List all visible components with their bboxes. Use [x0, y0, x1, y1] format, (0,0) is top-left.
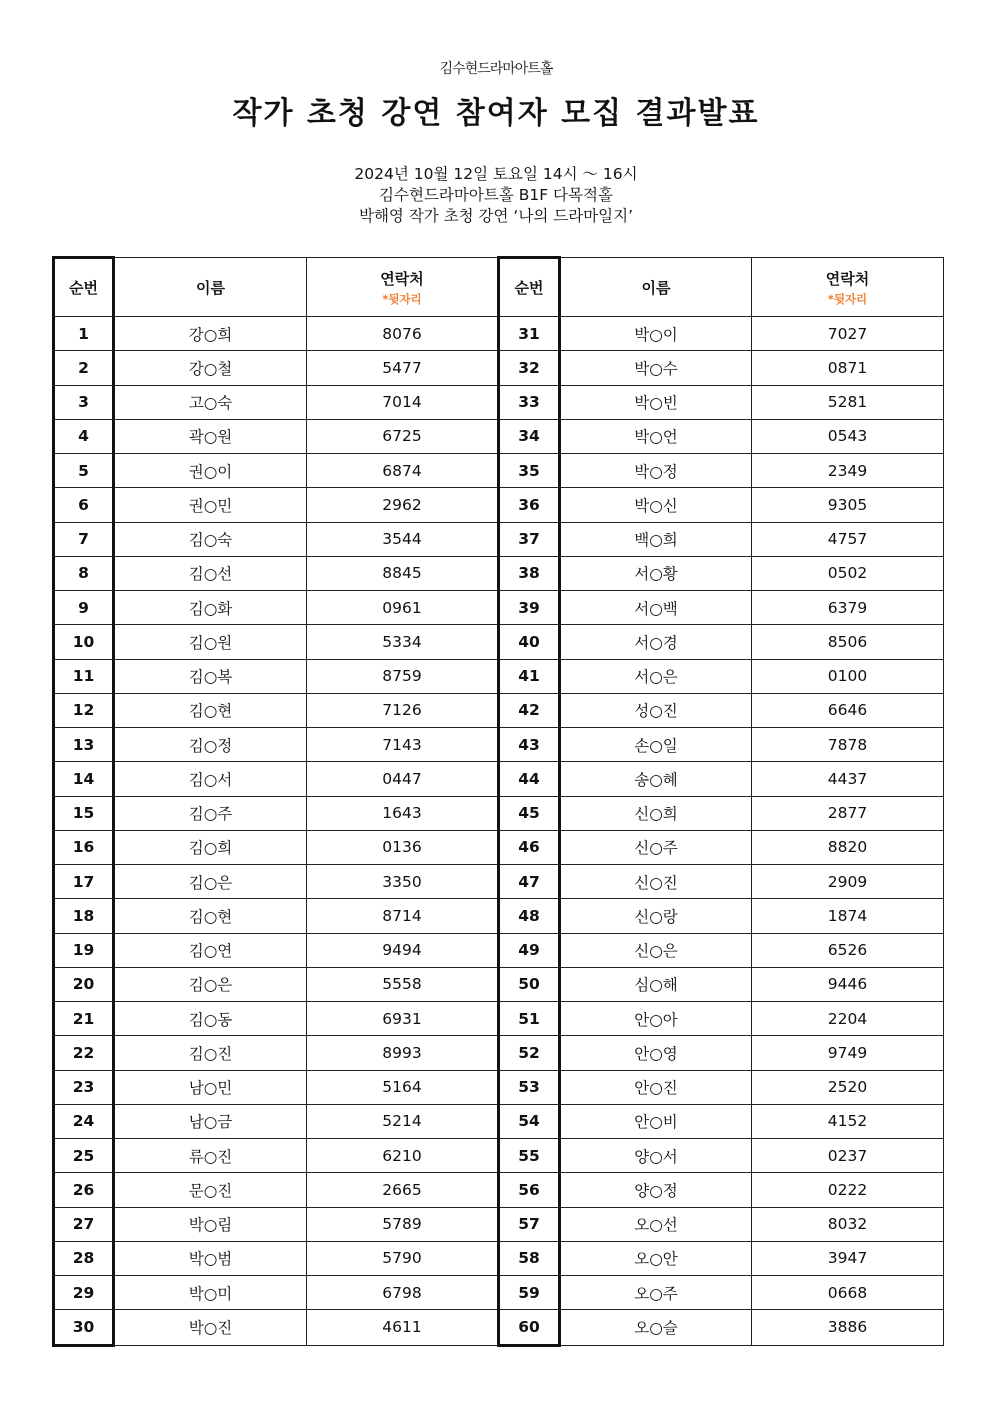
contact-cell: 8845: [307, 556, 499, 590]
name-cell: 김○화: [114, 591, 307, 625]
seq-cell: 59: [499, 1276, 560, 1310]
name-cell: 안○영: [560, 1036, 752, 1070]
table-row: [54, 762, 944, 796]
table-row: [54, 728, 944, 762]
name-cell: 오○안: [560, 1241, 752, 1275]
name-cell: 박○진: [114, 1310, 307, 1345]
contact-cell: 9494: [307, 933, 499, 967]
name-cell: 박○언: [560, 419, 752, 453]
contact-cell: 1874: [752, 899, 944, 933]
table-row: [54, 933, 944, 967]
seq-cell: 48: [499, 899, 560, 933]
name-cell: 김○동: [114, 1002, 307, 1036]
contact-cell: 6210: [307, 1139, 499, 1173]
seq-cell: 60: [499, 1310, 560, 1345]
seq-cell: 24: [54, 1104, 114, 1138]
seq-cell: 49: [499, 933, 560, 967]
contact-cell: 7014: [307, 385, 499, 419]
seq-cell: 50: [499, 967, 560, 1001]
name-cell: 오○선: [560, 1207, 752, 1241]
name-cell: 김○주: [114, 796, 307, 830]
seq-cell: 3: [54, 385, 114, 419]
name-cell: 박○미: [114, 1276, 307, 1310]
seq-cell: 13: [54, 728, 114, 762]
table-row: [54, 830, 944, 864]
seq-cell: 11: [54, 659, 114, 693]
header-contact-label: 연락처: [380, 269, 424, 288]
table-row: [54, 317, 944, 351]
header-seq: 순번: [54, 258, 114, 317]
contact-cell: 8506: [752, 625, 944, 659]
contact-cell: 9446: [752, 967, 944, 1001]
contact-cell: 6379: [752, 591, 944, 625]
name-cell: 서○황: [560, 556, 752, 590]
contact-cell: 6931: [307, 1002, 499, 1036]
seq-cell: 14: [54, 762, 114, 796]
contact-cell: 0668: [752, 1276, 944, 1310]
table-row: [54, 488, 944, 522]
name-cell: 김○정: [114, 728, 307, 762]
contact-cell: 8076: [307, 317, 499, 351]
name-cell: 신○희: [560, 796, 752, 830]
table-row: [54, 796, 944, 830]
seq-cell: 23: [54, 1070, 114, 1104]
seq-cell: 41: [499, 659, 560, 693]
contact-cell: 8759: [307, 659, 499, 693]
seq-cell: 36: [499, 488, 560, 522]
seq-cell: 22: [54, 1036, 114, 1070]
seq-cell: 43: [499, 728, 560, 762]
seq-cell: 46: [499, 830, 560, 864]
name-cell: 송○혜: [560, 762, 752, 796]
contact-cell: 5790: [307, 1241, 499, 1275]
contact-cell: 0543: [752, 419, 944, 453]
page-title: 작가 초청 강연 참여자 모집 결과발표: [232, 96, 760, 131]
seq-cell: 35: [499, 454, 560, 488]
table-row: [54, 454, 944, 488]
seq-cell: 31: [499, 317, 560, 351]
contact-cell: 4757: [752, 522, 944, 556]
table-row: [54, 591, 944, 625]
name-cell: 남○민: [114, 1070, 307, 1104]
seq-cell: 4: [54, 419, 114, 453]
seq-cell: 29: [54, 1276, 114, 1310]
table-row: [54, 1104, 944, 1138]
table-row: [54, 899, 944, 933]
seq-cell: 32: [499, 351, 560, 385]
seq-cell: 20: [54, 967, 114, 1001]
contact-cell: 0871: [752, 351, 944, 385]
seq-cell: 18: [54, 899, 114, 933]
contact-cell: 6646: [752, 693, 944, 727]
table-row: [54, 1139, 944, 1173]
name-cell: 김○은: [114, 865, 307, 899]
name-cell: 신○은: [560, 933, 752, 967]
name-cell: 박○범: [114, 1241, 307, 1275]
event-name: 박해영 작가 초청 강연 ‘나의 드라마일지’: [358, 207, 634, 225]
name-cell: 박○정: [560, 454, 752, 488]
seq-cell: 9: [54, 591, 114, 625]
table-row: [54, 1310, 944, 1345]
event-venue: 김수현드라마아트홀 B1F 다목적홀: [379, 186, 613, 204]
contact-cell: 7878: [752, 728, 944, 762]
name-cell: 오○주: [560, 1276, 752, 1310]
seq-cell: 10: [54, 625, 114, 659]
contact-cell: 2962: [307, 488, 499, 522]
contact-cell: 9749: [752, 1036, 944, 1070]
contact-cell: 2909: [752, 865, 944, 899]
table-row: [54, 1070, 944, 1104]
seq-cell: 16: [54, 830, 114, 864]
name-cell: 서○은: [560, 659, 752, 693]
name-cell: 권○이: [114, 454, 307, 488]
table-row: [54, 419, 944, 453]
seq-cell: 25: [54, 1139, 114, 1173]
header-contact-note: *뒷자리: [827, 291, 868, 306]
contact-cell: 4611: [307, 1310, 499, 1345]
seq-cell: 47: [499, 865, 560, 899]
name-cell: 양○정: [560, 1173, 752, 1207]
name-cell: 안○진: [560, 1070, 752, 1104]
header-seq: 순번: [499, 258, 560, 317]
seq-cell: 55: [499, 1139, 560, 1173]
contact-cell: 2349: [752, 454, 944, 488]
header-contact: [307, 258, 499, 317]
seq-cell: 58: [499, 1241, 560, 1275]
name-cell: 안○아: [560, 1002, 752, 1036]
name-cell: 김○현: [114, 693, 307, 727]
seq-cell: 5: [54, 454, 114, 488]
header-contact-label: 연락처: [825, 269, 870, 288]
name-cell: 강○철: [114, 351, 307, 385]
seq-cell: 37: [499, 522, 560, 556]
name-cell: 안○비: [560, 1104, 752, 1138]
contact-cell: 2520: [752, 1070, 944, 1104]
contact-cell: 7027: [752, 317, 944, 351]
name-cell: 김○은: [114, 967, 307, 1001]
contact-cell: 8820: [752, 830, 944, 864]
contact-cell: 0237: [752, 1139, 944, 1173]
contact-cell: 5214: [307, 1104, 499, 1138]
contact-cell: 1643: [307, 796, 499, 830]
name-cell: 서○백: [560, 591, 752, 625]
name-cell: 박○신: [560, 488, 752, 522]
name-cell: 강○희: [114, 317, 307, 351]
name-cell: 김○희: [114, 830, 307, 864]
seq-cell: 21: [54, 1002, 114, 1036]
table-header-row: [54, 258, 944, 317]
name-cell: 고○숙: [114, 385, 307, 419]
name-cell: 김○숙: [114, 522, 307, 556]
contact-cell: 2204: [752, 1002, 944, 1036]
name-cell: 곽○원: [114, 419, 307, 453]
table-row: [54, 522, 944, 556]
seq-cell: 44: [499, 762, 560, 796]
name-cell: 오○슬: [560, 1310, 752, 1345]
table-row: [54, 556, 944, 590]
name-cell: 서○경: [560, 625, 752, 659]
table-row: [54, 1207, 944, 1241]
table-row: [54, 659, 944, 693]
name-cell: 김○원: [114, 625, 307, 659]
contact-cell: 7143: [307, 728, 499, 762]
seq-cell: 27: [54, 1207, 114, 1241]
contact-cell: 8032: [752, 1207, 944, 1241]
contact-cell: 2877: [752, 796, 944, 830]
seq-cell: 1: [54, 317, 114, 351]
contact-cell: 0222: [752, 1173, 944, 1207]
header-contact: [752, 258, 944, 317]
table-row: [54, 385, 944, 419]
contact-cell: 5558: [307, 967, 499, 1001]
contact-cell: 0961: [307, 591, 499, 625]
table-row: [54, 1241, 944, 1275]
header-contact-note: *뒷자리: [382, 291, 422, 306]
participants-table: [52, 256, 944, 1347]
table-row: [54, 625, 944, 659]
contact-cell: 5334: [307, 625, 499, 659]
seq-cell: 39: [499, 591, 560, 625]
name-cell: 신○랑: [560, 899, 752, 933]
seq-cell: 8: [54, 556, 114, 590]
name-cell: 심○해: [560, 967, 752, 1001]
table-row: [54, 865, 944, 899]
table-row: [54, 351, 944, 385]
header-name: 이름: [560, 258, 752, 317]
contact-cell: 4437: [752, 762, 944, 796]
contact-cell: 2665: [307, 1173, 499, 1207]
name-cell: 김○선: [114, 556, 307, 590]
seq-cell: 15: [54, 796, 114, 830]
name-cell: 김○서: [114, 762, 307, 796]
table-row: [54, 1276, 944, 1310]
contact-cell: 3886: [752, 1310, 944, 1345]
contact-cell: 3947: [752, 1241, 944, 1275]
contact-cell: 6798: [307, 1276, 499, 1310]
contact-cell: 5789: [307, 1207, 499, 1241]
table-row: [54, 1173, 944, 1207]
name-cell: 신○주: [560, 830, 752, 864]
seq-cell: 30: [54, 1310, 114, 1345]
seq-cell: 33: [499, 385, 560, 419]
seq-cell: 56: [499, 1173, 560, 1207]
contact-cell: 9305: [752, 488, 944, 522]
name-cell: 손○일: [560, 728, 752, 762]
name-cell: 백○희: [560, 522, 752, 556]
name-cell: 박○수: [560, 351, 752, 385]
seq-cell: 17: [54, 865, 114, 899]
contact-cell: 3544: [307, 522, 499, 556]
table-row: [54, 1036, 944, 1070]
header-name: 이름: [114, 258, 307, 317]
contact-cell: 5164: [307, 1070, 499, 1104]
seq-cell: 38: [499, 556, 560, 590]
table-row: [54, 693, 944, 727]
name-cell: 양○서: [560, 1139, 752, 1173]
contact-cell: 3350: [307, 865, 499, 899]
name-cell: 문○진: [114, 1173, 307, 1207]
seq-cell: 53: [499, 1070, 560, 1104]
seq-cell: 42: [499, 693, 560, 727]
name-cell: 류○진: [114, 1139, 307, 1173]
venue-logo: 김수현드라마아트홀: [439, 61, 553, 77]
seq-cell: 57: [499, 1207, 560, 1241]
name-cell: 성○진: [560, 693, 752, 727]
contact-cell: 7126: [307, 693, 499, 727]
seq-cell: 6: [54, 488, 114, 522]
contact-cell: 0100: [752, 659, 944, 693]
contact-cell: 5281: [752, 385, 944, 419]
name-cell: 박○이: [560, 317, 752, 351]
seq-cell: 45: [499, 796, 560, 830]
contact-cell: 6725: [307, 419, 499, 453]
seq-cell: 12: [54, 693, 114, 727]
seq-cell: 2: [54, 351, 114, 385]
contact-cell: 8993: [307, 1036, 499, 1070]
contact-cell: 5477: [307, 351, 499, 385]
name-cell: 김○현: [114, 899, 307, 933]
seq-cell: 28: [54, 1241, 114, 1275]
seq-cell: 54: [499, 1104, 560, 1138]
seq-cell: 34: [499, 419, 560, 453]
contact-cell: 8714: [307, 899, 499, 933]
seq-cell: 7: [54, 522, 114, 556]
name-cell: 김○복: [114, 659, 307, 693]
event-date: 2024년 10월 12일 토요일 14시 ～ 16시: [354, 165, 638, 183]
name-cell: 김○연: [114, 933, 307, 967]
contact-cell: 6526: [752, 933, 944, 967]
seq-cell: 51: [499, 1002, 560, 1036]
name-cell: 신○진: [560, 865, 752, 899]
contact-cell: 4152: [752, 1104, 944, 1138]
contact-cell: 0502: [752, 556, 944, 590]
contact-cell: 6874: [307, 454, 499, 488]
seq-cell: 40: [499, 625, 560, 659]
seq-cell: 19: [54, 933, 114, 967]
name-cell: 남○금: [114, 1104, 307, 1138]
name-cell: 박○빈: [560, 385, 752, 419]
table-row: [54, 967, 944, 1001]
name-cell: 김○진: [114, 1036, 307, 1070]
contact-cell: 0447: [307, 762, 499, 796]
seq-cell: 52: [499, 1036, 560, 1070]
seq-cell: 26: [54, 1173, 114, 1207]
contact-cell: 0136: [307, 830, 499, 864]
name-cell: 박○림: [114, 1207, 307, 1241]
table-row: [54, 1002, 944, 1036]
name-cell: 권○민: [114, 488, 307, 522]
